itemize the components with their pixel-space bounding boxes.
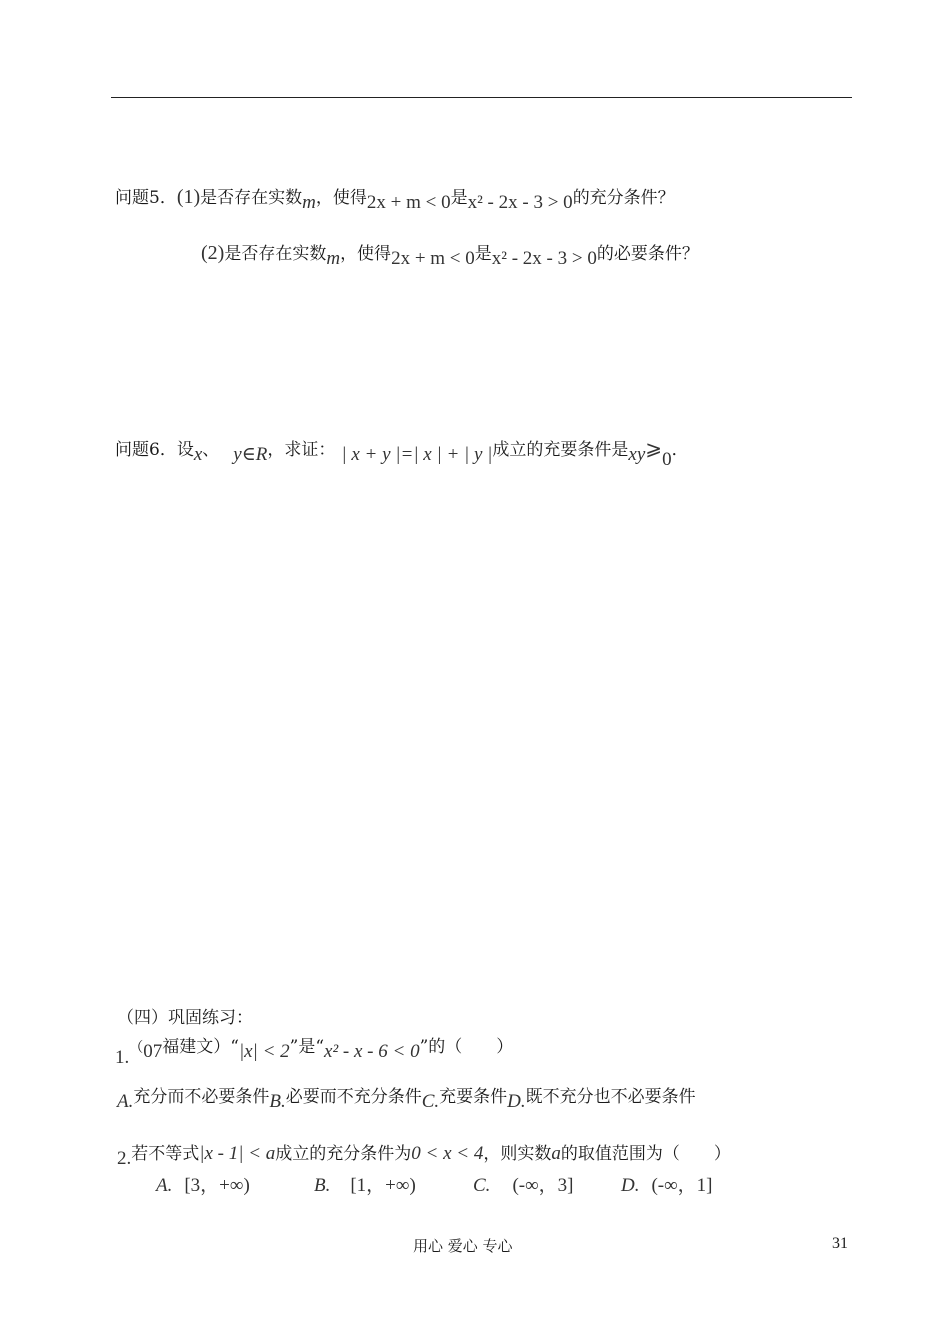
option-c: C. (-∞，3] — [473, 1175, 574, 1196]
practice-1-options — [117, 1082, 696, 1112]
y-in-r: y∈R — [233, 444, 268, 465]
source: 福建文） — [162, 1037, 231, 1057]
zero: 0 — [662, 449, 672, 470]
text: 是 — [450, 188, 468, 208]
variable-xy: xy — [628, 444, 646, 465]
option-b: B. [1，+∞) — [314, 1175, 416, 1196]
variable-x: x — [193, 444, 203, 465]
text: 的充分条件？ — [572, 188, 675, 208]
text: ，求证： — [267, 440, 336, 460]
page-number: 31 — [832, 1235, 848, 1252]
variable-m: m — [302, 192, 316, 213]
text: 的必要条件？ — [596, 244, 699, 264]
item-number: 2. — [117, 1148, 132, 1169]
option-a: A.充分而不必要条件 — [117, 1087, 270, 1112]
practice-1 — [115, 1032, 514, 1068]
inequality-2: x² - 2x - 3 > 0 — [467, 192, 573, 213]
condition: 0 < x < 4 — [411, 1143, 484, 1164]
part-number: (2) — [201, 242, 225, 264]
text: 是否存在实数 — [224, 244, 327, 264]
period: ． — [671, 440, 689, 460]
option-d: D.既不充分也不必要条件 — [507, 1087, 696, 1112]
text: ，则实数 — [483, 1144, 552, 1164]
geq-symbol: ⩾ — [645, 438, 663, 460]
part-number: (1) — [176, 186, 201, 208]
problem-5-label: 问题5． — [115, 188, 177, 208]
text: 的取值范围为（ ） — [560, 1144, 731, 1164]
option-d: D. (-∞，1] — [621, 1175, 713, 1196]
absolute-equation: | x + y |=| x | + | y | — [341, 444, 493, 465]
problem-5-part-1 — [115, 183, 675, 213]
practice-2 — [117, 1139, 731, 1169]
header-rule — [111, 97, 852, 98]
text: ，使得 — [315, 188, 367, 208]
text: 成立的充要条件是 — [492, 440, 629, 460]
source-open: （ — [129, 1040, 144, 1056]
problem-5-part-2 — [201, 239, 699, 269]
inequality-1: 2x + m < 0 — [391, 248, 475, 269]
problem-6-label: 问题6．设 — [115, 440, 194, 460]
source-year: 07 — [143, 1041, 163, 1062]
practice-heading: （四）巩固练习： — [117, 1008, 253, 1028]
inequality: x² - x - 6 < 0 — [324, 1041, 420, 1062]
inequality: |x - 1| < a — [199, 1143, 276, 1164]
inequality-1: 2x + m < 0 — [366, 192, 451, 213]
variable-a: a — [551, 1143, 561, 1164]
text: ”的（ ） — [419, 1037, 514, 1057]
option-c: C.充要条件 — [421, 1087, 508, 1112]
text: ”是“ — [289, 1037, 325, 1057]
text: 成立的充分条件为 — [275, 1144, 412, 1164]
quote-open: “ — [230, 1037, 239, 1057]
option-a: A. [3，+∞) — [156, 1175, 250, 1196]
separator: 、 — [202, 440, 220, 460]
text: 若不等式 — [131, 1144, 200, 1164]
condition: |x| < 2 — [238, 1041, 290, 1062]
problem-6 — [115, 435, 689, 470]
variable-m: m — [326, 248, 341, 269]
text: ，使得 — [340, 244, 392, 264]
inequality-2: x² - 2x - 3 > 0 — [491, 248, 597, 269]
text: 是否存在实数 — [200, 188, 303, 208]
text: 是 — [474, 244, 492, 264]
item-number: 1. — [115, 1047, 130, 1068]
footer-slogan: 用心 爱心 专心 — [413, 1237, 513, 1255]
option-b: B.必要而不充分条件 — [269, 1087, 422, 1112]
